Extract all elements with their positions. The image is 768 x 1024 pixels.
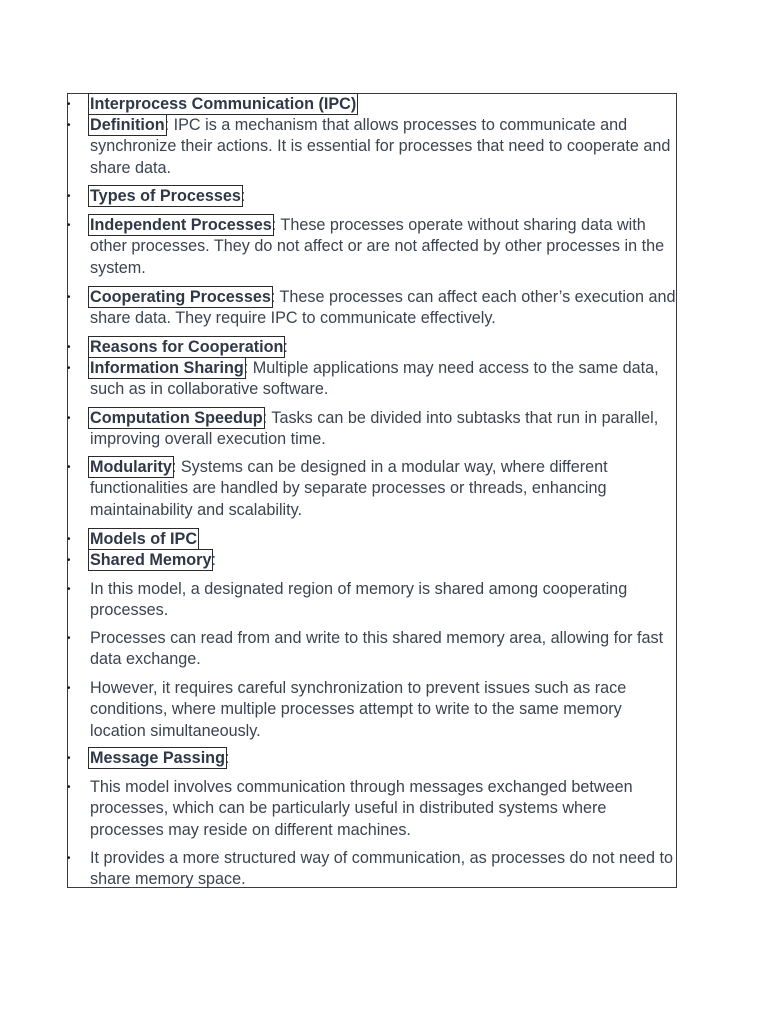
bullet-icon: • (67, 853, 71, 864)
document-frame (67, 93, 677, 888)
list-item-text: This model involves communication through messages exchanged between processes, which can be particularly useful in distributed systems where processes may reside on different machines. (90, 778, 633, 839)
list-item-text: : Multiple applications may need access to the same data, such as in collaborative software. (90, 359, 659, 399)
bullet-icon: • (67, 683, 71, 694)
bullet-icon: • (67, 220, 71, 231)
list-item-term: Reasons for Cooperation (90, 338, 284, 356)
list-item-text: : (240, 187, 246, 205)
list-item-term: Message Passing (90, 749, 225, 767)
list-item-term: Information Sharing (90, 359, 244, 377)
bullet-icon: • (67, 782, 71, 793)
bullet-icon: • (67, 191, 71, 202)
bullet-icon: • (67, 534, 71, 545)
list-item-text: : These processes can affect each other’s execution and share data. They require IPC to communicate effectively. (90, 288, 676, 328)
bullet-icon: • (67, 342, 71, 353)
bullet-icon: • (67, 413, 71, 424)
bullet-icon: • (67, 555, 71, 566)
list-item-text: However, it requires careful synchronization to prevent issues such as race conditions, where multiple processes attempt to write to the same memory location simultaneously. (90, 679, 627, 740)
list-item-term: Definition (90, 116, 165, 134)
list-item-text: : Systems can be designed in a modular way, where different functionalities are handled by separate processes or threads, enhancing maintainability and scalability. (90, 458, 608, 519)
list-item-term: Computation Speedup (90, 409, 263, 427)
bullet-icon: • (67, 753, 71, 764)
list-item-text: Processes can read from and write to this shared memory area, allowing for fast data exchange. (90, 629, 664, 669)
list-item-term: Types of Processes (90, 187, 241, 205)
list-item-text: : These processes operate without sharing data with other processes. They do not affect or are not affected by other processes in the system. (90, 216, 665, 277)
list-item-text: : Tasks can be divided into subtasks that run in parallel, improving overall execution time. (90, 409, 659, 449)
list-item-term: Modularity (90, 458, 172, 476)
bullet-icon: • (67, 120, 71, 131)
list-item-term: Models of IPC (90, 530, 198, 548)
list-item-text: In this model, a designated region of memory is shared among cooperating processes. (90, 580, 628, 620)
bullet-icon: • (67, 363, 71, 374)
list-item-term: Shared Memory (90, 551, 212, 569)
list-item-text: : IPC is a mechanism that allows processes to communicate and synchronize their actions. It is essential for processes that need to cooperate and share data. (90, 116, 671, 177)
bullet-icon: • (67, 99, 71, 110)
bullet-icon: • (67, 292, 71, 303)
list-item-term: Independent Processes (90, 216, 272, 234)
list-item-text: It provides a more structured way of communication, as processes do not need to share memory space. (90, 849, 674, 889)
bullet-icon: • (67, 584, 71, 595)
list-item-text: : (283, 338, 288, 356)
bullet-icon: • (67, 462, 71, 473)
list-item-term: Cooperating Processes (90, 288, 271, 306)
bullet-icon: • (67, 633, 71, 644)
list-item-text: : (224, 749, 230, 767)
list-item-term: Interprocess Communication (IPC) (90, 95, 357, 113)
list-item-text: : (211, 551, 216, 569)
